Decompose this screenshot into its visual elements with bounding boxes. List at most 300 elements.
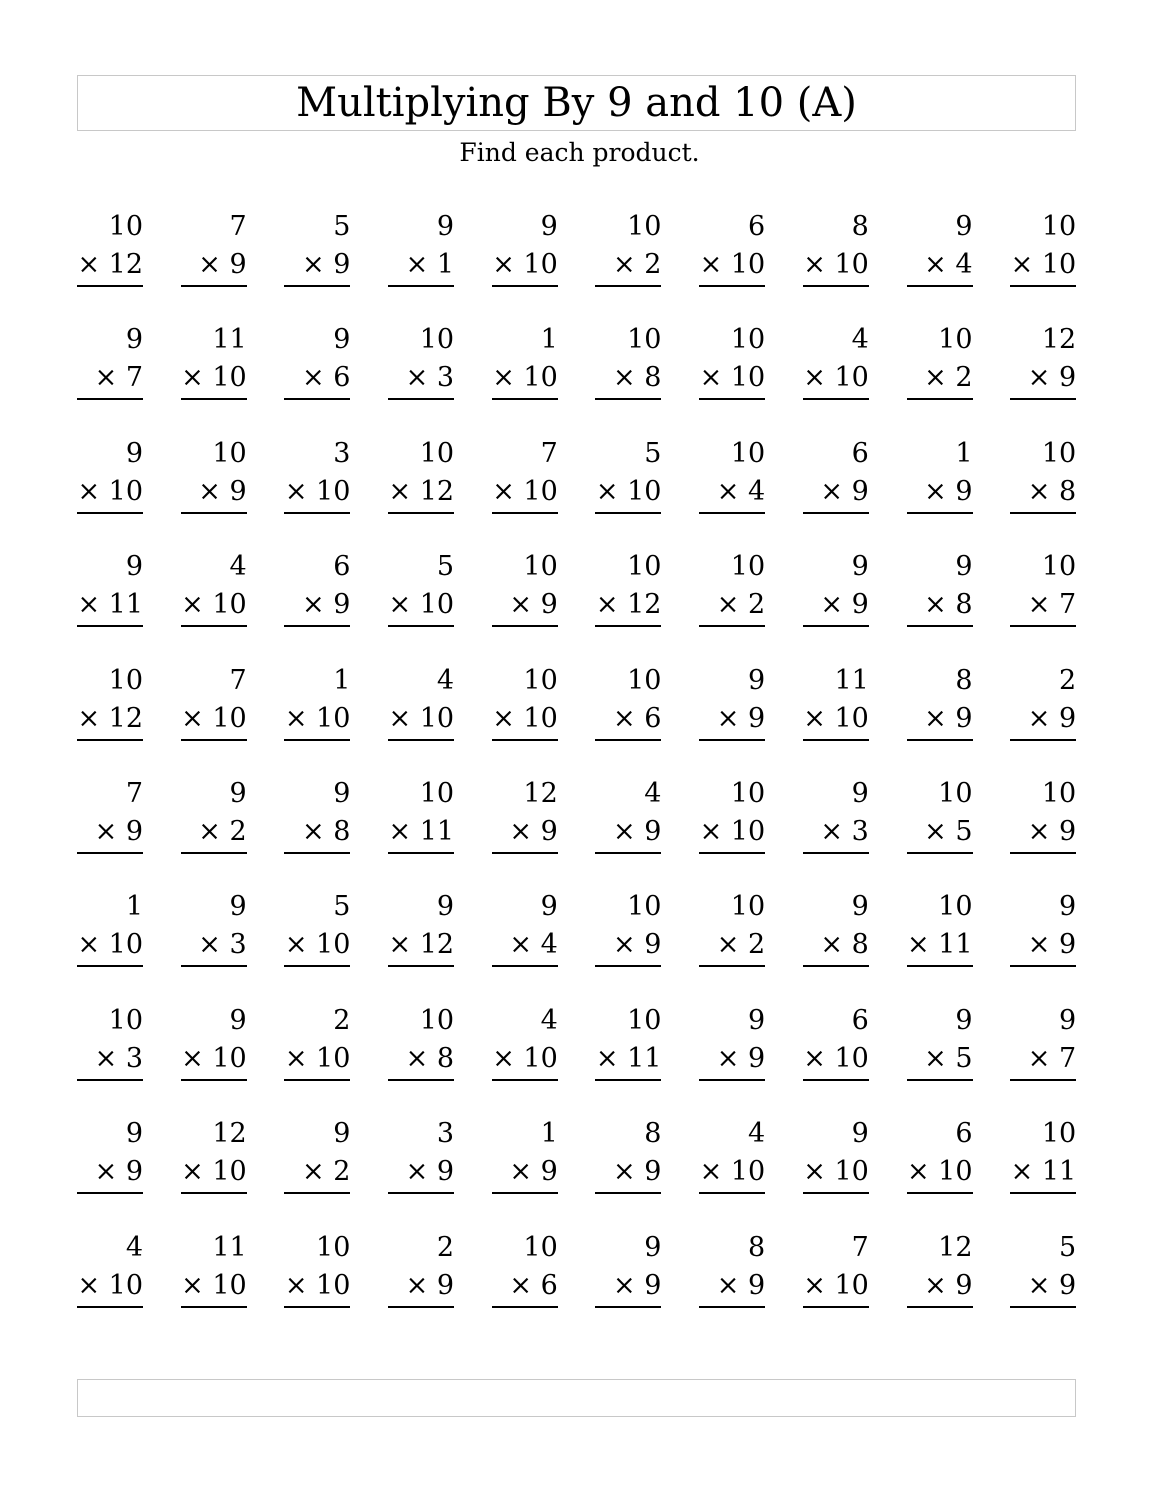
multiplicand: 6 [851,437,869,469]
answer-line [388,1192,454,1194]
multiplication-problem [907,888,973,1001]
multiplicand: 4 [436,664,455,696]
multiplier: × 10 [492,475,558,507]
answer-line [907,965,973,967]
multiplication-problem [284,208,350,321]
multiplier: × 9 [820,589,869,621]
multiplication-problem [492,1002,558,1115]
multiplier: × 11 [906,929,973,961]
multiplicand: 12 [523,777,558,809]
multiplicand: 9 [540,211,558,242]
multiplication-problem [699,1229,765,1342]
multiplicand: 7 [540,437,558,469]
multiplier: × 8 [405,1042,455,1074]
answer-line [1010,625,1076,627]
multiplication-problem [388,435,454,548]
multiplication-problem [284,1115,350,1228]
multiplier: × 9 [509,1156,558,1188]
multiplication-problem [388,548,454,661]
multiplier: × 1 [405,249,455,280]
answer-line [388,398,454,400]
multiplication-problem [284,1002,350,1115]
multiplier: × 12 [77,702,143,734]
multiplication-problem [77,1002,143,1115]
answer-line [492,965,558,967]
multiplier: × 3 [820,815,869,847]
multiplication-problem [77,662,143,775]
multiplication-problem [595,888,661,1001]
multiplicand: 4 [851,324,869,356]
multiplicand: 9 [125,551,143,583]
answer-line [181,512,247,514]
multiplier: × 9 [198,249,247,280]
answer-line [803,852,869,854]
multiplier: × 10 [803,249,869,280]
answer-line [803,512,869,514]
answer-line [699,512,765,514]
multiplicand: 10 [938,891,973,923]
multiplicand: 9 [333,324,351,356]
multiplication-problem [1010,1002,1076,1115]
multiplicand: 11 [834,664,869,696]
answer-line [388,625,454,627]
multiplicand: 2 [1059,664,1077,696]
multiplication-problem [388,662,454,775]
answer-line [181,1192,247,1194]
multiplicand: 9 [125,1118,143,1150]
multiplier: × 11 [77,589,143,621]
multiplication-problem [181,321,247,434]
answer-line [907,512,973,514]
answer-line [595,965,661,967]
multiplicand: 9 [644,1231,662,1263]
answer-line [492,625,558,627]
multiplicand: 10 [938,324,973,356]
multiplicand: 10 [627,551,662,583]
multiplier: × 4 [509,929,558,961]
multiplier: × 2 [198,815,247,847]
multiplication-problem [388,208,454,321]
multiplier: × 9 [301,249,351,280]
multiplication-problem [492,888,558,1001]
multiplication-problem [595,321,661,434]
answer-line [492,512,558,514]
answer-line [803,1192,869,1194]
multiplicand: 4 [747,1118,766,1150]
multiplier: × 8 [924,589,973,621]
multiplier: × 6 [613,702,662,734]
answer-line [388,512,454,514]
multiplier: × 6 [509,1269,558,1301]
answer-line [284,965,350,967]
multiplication-problem [595,1115,661,1228]
multiplication-problem [699,435,765,548]
multiplicand: 10 [108,211,143,242]
problem-row [77,888,1077,1001]
multiplicand: 1 [540,1118,558,1150]
multiplication-problem [77,1229,143,1342]
multiplication-problem [77,321,143,434]
multiplier: × 9 [613,929,662,961]
multiplicand: 10 [1041,437,1077,469]
multiplier: × 9 [716,1269,766,1301]
answer-line [1010,852,1076,854]
multiplier: × 10 [284,1269,351,1301]
answer-line [181,1306,247,1308]
answer-line [803,965,869,967]
multiplier: × 7 [1027,1042,1077,1074]
multiplication-problem [699,208,765,321]
multiplication-problem [595,1002,661,1115]
answer-line [77,625,143,627]
answer-line [803,285,869,287]
multiplication-problem [699,662,765,775]
multiplier: × 10 [492,249,558,280]
multiplication-problem [1010,1115,1076,1228]
multiplier: × 9 [924,702,973,734]
multiplicand: 10 [627,664,662,696]
multiplication-problem [77,888,143,1001]
multiplication-problem [699,548,765,661]
multiplication-problem [595,208,661,321]
multiplier: × 9 [924,475,973,507]
answer-line [1010,1079,1076,1081]
multiplier: × 10 [906,1156,973,1188]
answer-line [699,398,765,400]
multiplicand: 9 [540,891,558,923]
multiplicand: 5 [644,437,662,469]
multiplicand: 12 [938,1231,973,1263]
multiplier: × 11 [1010,1156,1077,1188]
footer-box [77,1379,1076,1417]
multiplication-problem [803,775,869,888]
answer-line [181,1079,247,1081]
multiplication-problem [595,662,661,775]
multiplier: × 9 [820,475,869,507]
answer-line [907,1306,973,1308]
multiplication-problem [284,1229,350,1342]
multiplication-problem [907,321,973,434]
multiplier: × 2 [716,589,766,621]
worksheet-title: Multiplying By 9 and 10 (A) [296,80,857,126]
multiplication-problem [77,775,143,888]
multiplication-problem [907,1229,973,1342]
multiplication-problem [77,435,143,548]
multiplicand: 10 [1041,1118,1077,1150]
multiplication-problem [803,662,869,775]
multiplier: × 9 [716,702,766,734]
answer-line [492,852,558,854]
multiplier: × 10 [699,1156,766,1188]
multiplicand: 9 [333,777,351,809]
problem-row [77,435,1077,548]
multiplicand: 3 [333,437,351,469]
multiplier: × 8 [613,362,662,394]
multiplier: × 2 [301,1156,351,1188]
multiplicand: 2 [436,1231,455,1263]
multiplication-problem [388,1229,454,1342]
multiplier: × 10 [699,815,766,847]
multiplicand: 10 [730,891,766,923]
multiplicand: 9 [851,891,869,923]
multiplier: × 5 [924,1042,973,1074]
answer-line [1010,1192,1076,1194]
multiplicand: 9 [955,211,973,242]
multiplication-problem [1010,1229,1076,1342]
multiplication-problem [1010,888,1076,1001]
multiplier: × 10 [181,589,247,621]
multiplier: × 10 [388,589,455,621]
multiplication-problem [181,208,247,321]
multiplier: × 9 [405,1269,455,1301]
multiplication-problem [388,775,454,888]
answer-line [77,739,143,741]
multiplication-problem [907,1002,973,1115]
multiplier: × 10 [803,1269,869,1301]
multiplier: × 9 [1027,929,1077,961]
multiplicand: 5 [436,551,455,583]
multiplicand: 9 [229,1004,247,1036]
multiplier: × 10 [1010,249,1077,280]
multiplicand: 10 [419,437,455,469]
multiplier: × 4 [924,249,973,280]
multiplicand: 10 [1041,777,1077,809]
answer-line [181,398,247,400]
answer-line [595,285,661,287]
multiplier: × 9 [1027,1269,1077,1301]
multiplier: × 10 [803,702,869,734]
answer-line [1010,965,1076,967]
answer-line [1010,285,1076,287]
multiplier: × 11 [388,815,455,847]
multiplication-problem [181,888,247,1001]
answer-line [77,1192,143,1194]
multiplier: × 9 [613,1156,662,1188]
multiplier: × 10 [181,362,247,394]
answer-line [284,1079,350,1081]
multiplication-problem [907,548,973,661]
multiplier: × 10 [699,362,766,394]
answer-line [181,625,247,627]
multiplier: × 10 [492,1042,558,1074]
answer-line [595,1192,661,1194]
multiplicand: 4 [540,1004,558,1036]
multiplication-problem [803,435,869,548]
multiplicand: 9 [436,211,455,242]
answer-line [595,1079,661,1081]
multiplication-problem [1010,435,1076,548]
multiplier: × 9 [94,1156,143,1188]
multiplicand: 10 [419,324,455,356]
multiplicand: 1 [333,664,351,696]
multiplicand: 9 [955,1004,973,1036]
multiplication-problem [595,435,661,548]
answer-line [595,739,661,741]
multiplication-problem [284,888,350,1001]
multiplicand: 1 [955,437,973,469]
problem-row [77,1115,1077,1228]
multiplicand: 8 [955,664,973,696]
problem-row [77,662,1077,775]
multiplication-problem [181,1229,247,1342]
multiplier: × 12 [77,249,143,280]
multiplier: × 9 [198,475,247,507]
multiplier: × 10 [181,1156,247,1188]
answer-line [77,398,143,400]
answer-line [388,285,454,287]
multiplication-problem [388,1002,454,1115]
multiplication-problem [803,1229,869,1342]
answer-line [595,398,661,400]
multiplication-problem [803,1115,869,1228]
multiplicand: 10 [938,777,973,809]
answer-line [284,625,350,627]
problem-row [77,1002,1077,1115]
multiplication-problem [803,1002,869,1115]
multiplicand: 12 [1041,324,1077,356]
multiplicand: 7 [229,211,247,242]
answer-line [595,625,661,627]
multiplication-problem [699,321,765,434]
multiplication-problem [77,1115,143,1228]
multiplication-problem [492,662,558,775]
multiplicand: 5 [333,891,351,923]
multiplication-problem [492,775,558,888]
multiplicand: 8 [644,1118,662,1150]
multiplicand: 10 [730,777,766,809]
multiplication-problem [388,1115,454,1228]
multiplier: × 10 [803,1042,869,1074]
answer-line [803,739,869,741]
multiplicand: 11 [212,324,247,356]
multiplier: × 5 [924,815,973,847]
answer-line [388,852,454,854]
answer-line [388,1306,454,1308]
answer-line [492,739,558,741]
multiplier: × 10 [803,1156,869,1188]
multiplicand: 12 [212,1118,247,1150]
multiplier: × 10 [492,702,558,734]
multiplier: × 9 [509,815,558,847]
multiplicand: 8 [851,211,869,242]
answer-line [699,1306,765,1308]
multiplier: × 12 [595,589,662,621]
multiplicand: 10 [419,777,455,809]
multiplicand: 9 [1059,891,1077,923]
answer-line [1010,1306,1076,1308]
multiplier: × 3 [94,1042,143,1074]
answer-line [181,852,247,854]
title-box [77,75,1076,131]
answer-line [1010,739,1076,741]
multiplication-problem [284,435,350,548]
multiplicand: 9 [851,1118,869,1150]
answer-line [1010,512,1076,514]
answer-line [284,285,350,287]
multiplication-problem [699,888,765,1001]
multiplicand: 9 [125,437,143,469]
multiplication-problem [284,548,350,661]
answer-line [803,625,869,627]
answer-line [388,965,454,967]
multiplicand: 4 [229,551,247,583]
multiplication-problem [492,1115,558,1228]
multiplicand: 1 [125,891,143,923]
multiplicand: 9 [1059,1004,1077,1036]
answer-line [492,1192,558,1194]
multiplication-problem [907,208,973,321]
multiplication-problem [907,662,973,775]
multiplier: × 10 [181,1042,247,1074]
multiplier: × 9 [509,589,558,621]
answer-line [699,625,765,627]
multiplier: × 10 [492,362,558,394]
multiplicand: 6 [955,1118,973,1150]
multiplication-problem [284,775,350,888]
multiplicand: 9 [436,891,455,923]
multiplication-problem [1010,548,1076,661]
multiplication-problem [595,548,661,661]
multiplication-problem [1010,208,1076,321]
multiplier: × 9 [613,1269,662,1301]
answer-line [907,1079,973,1081]
problem-row [77,775,1077,888]
answer-line [388,739,454,741]
multiplicand: 9 [851,777,869,809]
multiplication-problem [181,548,247,661]
answer-line [699,285,765,287]
answer-line [388,1079,454,1081]
multiplier: × 12 [388,475,455,507]
answer-line [77,512,143,514]
multiplication-problem [699,1002,765,1115]
answer-line [77,852,143,854]
multiplication-problem [388,321,454,434]
multiplicand: 10 [419,1004,455,1036]
multiplier: × 8 [301,815,351,847]
multiplicand: 9 [333,1118,351,1150]
multiplication-problem [1010,321,1076,434]
multiplication-problem [77,548,143,661]
multiplicand: 10 [1041,551,1077,583]
multiplication-problem [595,1229,661,1342]
answer-line [907,398,973,400]
multiplicand: 10 [627,324,662,356]
answer-line [803,1079,869,1081]
multiplier: × 10 [77,1269,143,1301]
multiplier: × 7 [1027,589,1077,621]
multiplicand: 10 [627,891,662,923]
multiplier: × 10 [77,929,143,961]
multiplicand: 2 [333,1004,351,1036]
answer-line [284,512,350,514]
multiplication-problem [284,321,350,434]
multiplicand: 10 [523,1231,558,1263]
multiplicand: 7 [851,1231,869,1263]
multiplicand: 10 [1041,211,1077,242]
multiplication-problem [907,435,973,548]
multiplication-problem [181,1002,247,1115]
multiplicand: 10 [108,1004,143,1036]
multiplier: × 9 [94,815,143,847]
answer-line [284,1192,350,1194]
multiplicand: 9 [955,551,973,583]
multiplier: × 11 [595,1042,662,1074]
multiplication-problem [388,888,454,1001]
answer-line [907,852,973,854]
multiplication-problem [181,435,247,548]
multiplication-problem [907,775,973,888]
